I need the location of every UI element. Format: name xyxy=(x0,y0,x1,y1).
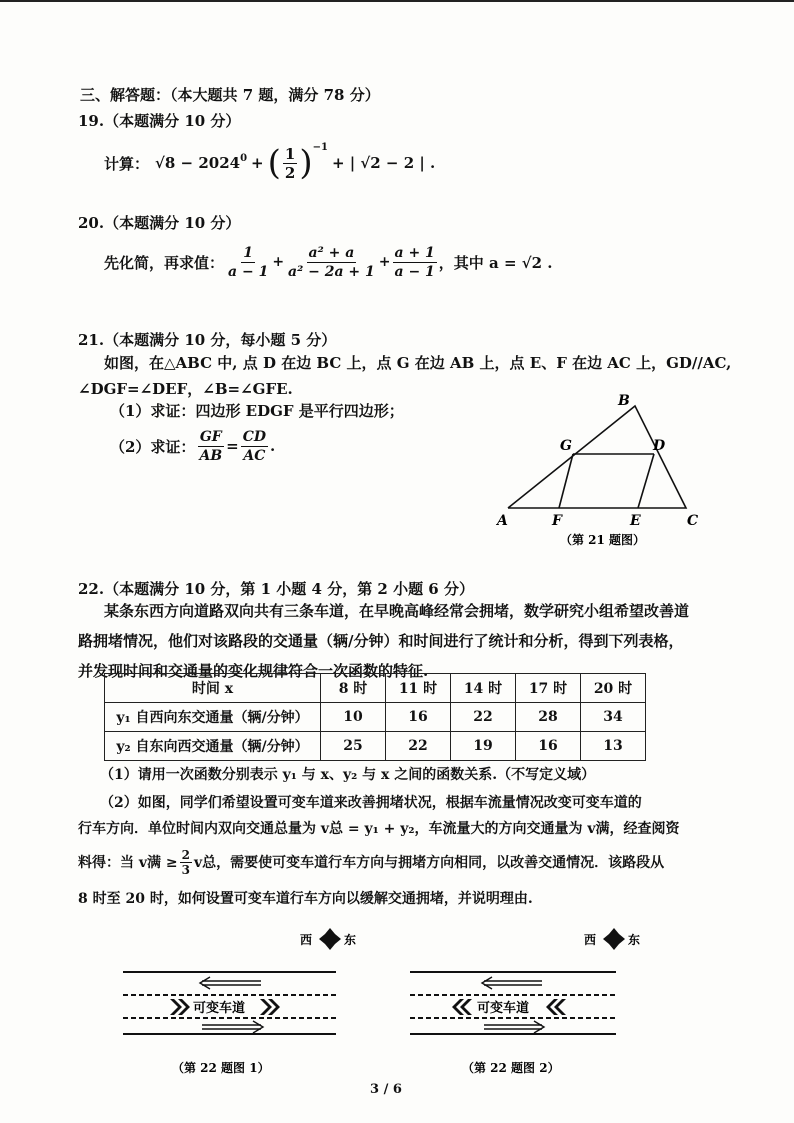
q21-line2: ∠DGF=∠DEF，∠B=∠GFE. xyxy=(78,380,293,398)
q21-score: （本题满分 10 分，每小题 5 分） xyxy=(104,331,337,349)
q20-frac2-num: a² + a xyxy=(308,244,355,261)
table-cell: y₂ 自东向西交通量（辆/分钟） xyxy=(105,732,321,761)
section-header: 三、解答题：（本大题共 7 题，满分 78 分） xyxy=(80,86,380,104)
q22-part1: （1）请用一次函数分别表示 y₁ 与 x、y₂ 与 x 之间的函数关系.（不写定义域） xyxy=(100,767,596,783)
q21-part2-prefix: （2）求证： xyxy=(110,437,196,456)
compass-east-label: 东 xyxy=(344,933,357,947)
q19-rparen: ) xyxy=(299,143,313,183)
q21-period: . xyxy=(270,437,276,455)
compass-east-label: 东 xyxy=(628,933,641,947)
table-cell: 13 xyxy=(581,732,646,761)
q21-part1: （1）求证：四边形 EDGF 是平行四边形； xyxy=(110,402,404,420)
lane-label-fig2: 可变车道 xyxy=(477,1001,530,1016)
table-cell: 34 xyxy=(581,703,646,732)
west-chevrons-right xyxy=(546,999,566,1015)
q19-frac-num: 1 xyxy=(284,144,296,163)
q19-fraction xyxy=(283,145,297,182)
q20-number: 20. xyxy=(78,214,105,232)
q21-number: 21. xyxy=(78,331,105,349)
eastbound-arrow xyxy=(484,1021,544,1033)
q21-header xyxy=(78,329,336,350)
q21-triangle-figure xyxy=(490,388,710,553)
q22-intro: 某条东西方向道路双向共有三条车道，在早晚高峰经常会拥堵，数学研究小组希望改善道路拥堵情况，他们对该路段的交通量（辆/分钟）和时间进行了统计和分析，得到下列表格，并发现时间和交通量的变化规律符合一次函数的特征. xyxy=(78,602,690,680)
table-header-cell: 8 时 xyxy=(321,674,386,703)
eastbound-arrow xyxy=(202,1021,263,1033)
table-cell: 16 xyxy=(516,732,581,761)
q22-number: 22. xyxy=(78,580,105,598)
lane-label-fig1: 可变车道 xyxy=(193,1001,246,1016)
fig1-caption: （第 22 题图 1） xyxy=(172,1061,270,1075)
table-header-row xyxy=(105,674,646,703)
q22-fraction xyxy=(180,848,192,877)
q19-prompt: 计算： xyxy=(104,154,150,173)
q22-frac-den: 3 xyxy=(181,862,190,877)
q19-lparen: ( xyxy=(267,143,281,183)
label-g: G xyxy=(560,438,572,454)
q20-frac1 xyxy=(226,244,270,281)
q20-frac3 xyxy=(393,244,437,281)
table-cell: y₁ 自西向东交通量（辆/分钟） xyxy=(105,703,321,732)
table-cell: 28 xyxy=(516,703,581,732)
table-header-cell: 17 时 xyxy=(516,674,581,703)
triangle-abc xyxy=(508,406,686,508)
q21-figure-caption: （第 21 题图） xyxy=(560,533,646,547)
q20-frac2 xyxy=(286,244,377,281)
q21-frac1-den: AB xyxy=(199,447,223,464)
q19-frac-den: 2 xyxy=(284,163,296,182)
q19-expression xyxy=(104,140,435,186)
q21-frac2 xyxy=(241,428,268,465)
q22-part2-line-d: 8 时至 20 时，如何设置可变车道行车方向以缓解交通拥堵，并说明理由. xyxy=(78,891,533,907)
q22-frac-num: 2 xyxy=(181,847,190,862)
q22-part2-line-b: 行车方向．单位时间内双向交通总量为 v总 = y₁ + y₂，车流量大的方向交通量为 v满，经查阅资 xyxy=(78,821,680,837)
q21-line1: 如图，在△ABC 中, 点 D 在边 BC 上，点 G 在边 AB 上，点 E、F 在边 AC 上，GD//AC, xyxy=(104,354,732,372)
q20-frac3-num: a + 1 xyxy=(394,244,435,261)
westbound-arrow xyxy=(200,977,261,989)
q20-frac1-den: a − 1 xyxy=(228,263,269,280)
q20-frac1-num: 1 xyxy=(243,244,254,261)
q22-part2-c-prefix: 料得：当 v满 ≥ xyxy=(78,855,178,871)
q19-number: 19. xyxy=(78,112,105,130)
q20-expression xyxy=(104,240,553,284)
q22-part2-line-c xyxy=(78,842,664,882)
table-cell: 16 xyxy=(386,703,451,732)
q21-frac2-den: AC xyxy=(243,447,266,464)
segment-de xyxy=(638,454,654,508)
q20-plus1: + xyxy=(272,254,285,270)
fig2-caption: （第 22 题图 2） xyxy=(462,1061,560,1075)
label-d: D xyxy=(653,438,666,454)
compass-west-label: 西 xyxy=(584,933,597,947)
q19-score: （本题满分 10 分） xyxy=(104,112,241,130)
label-f: F xyxy=(552,513,562,529)
table-header-cell: 14 时 xyxy=(451,674,516,703)
table-cell: 10 xyxy=(321,703,386,732)
east-chevrons-left xyxy=(170,999,190,1015)
q20-suffix: ，其中 a = √2 . xyxy=(438,253,553,272)
compass-icon xyxy=(319,928,341,950)
westbound-arrow xyxy=(482,977,542,989)
table-cell: 22 xyxy=(386,732,451,761)
compass-icon xyxy=(603,928,625,950)
label-c: C xyxy=(687,513,699,529)
east-chevrons-right xyxy=(260,999,280,1015)
compass-west-label: 西 xyxy=(300,933,313,947)
table-header-cell: 20 时 xyxy=(581,674,646,703)
q22-table xyxy=(104,673,646,761)
q19-plus: + xyxy=(251,154,264,172)
q20-prompt: 先化简，再求值： xyxy=(104,253,225,272)
q21-part2 xyxy=(110,424,275,468)
table-cell: 22 xyxy=(451,703,516,732)
q19-expr-part2: + | √2 − 2 | . xyxy=(331,154,436,172)
q19-exp0: 0 xyxy=(240,152,248,164)
table-header-cell: 11 时 xyxy=(386,674,451,703)
q20-header xyxy=(78,212,240,233)
table-row xyxy=(105,732,646,761)
q22-score: （本题满分 10 分，第 1 小题 4 分，第 2 小题 6 分） xyxy=(104,580,474,598)
q22-part2-c-suffix: v总，需要使可变车道行车方向与拥堵方向相同，以改善交通情况．该路段从 xyxy=(193,855,665,871)
q21-frac1 xyxy=(197,428,224,465)
west-chevrons-left xyxy=(452,999,472,1015)
label-e: E xyxy=(630,513,641,529)
q22-figure-2 xyxy=(402,925,652,1080)
q19-header xyxy=(78,110,240,131)
label-b: B xyxy=(618,393,630,409)
q20-plus2: + xyxy=(378,254,391,270)
q21-frac2-num: CD xyxy=(242,428,267,445)
q22-part2-line-a: （2）如图，同学们希望设置可变车道来改善拥堵状况，根据车流量情况改变可变车道的 xyxy=(100,795,642,811)
q20-frac2-den: a² − 2a + 1 xyxy=(288,263,375,280)
label-a: A xyxy=(497,513,508,529)
q19-exp-neg1: −1 xyxy=(312,142,328,153)
q20-score: （本题满分 10 分） xyxy=(104,214,241,232)
q22-figure-1 xyxy=(118,925,357,1080)
table-cell: 25 xyxy=(321,732,386,761)
table-row xyxy=(105,703,646,732)
table-header-cell: 时间 x xyxy=(105,674,321,703)
page-number: 3 / 6 xyxy=(370,1082,402,1097)
q21-equals: = xyxy=(226,437,239,455)
q20-frac3-den: a − 1 xyxy=(394,263,435,280)
top-border xyxy=(0,0,794,2)
q21-frac1-num: GF xyxy=(199,428,222,445)
table-cell: 19 xyxy=(451,732,516,761)
q19-expr-part1: √8 − 2024 xyxy=(155,154,241,172)
